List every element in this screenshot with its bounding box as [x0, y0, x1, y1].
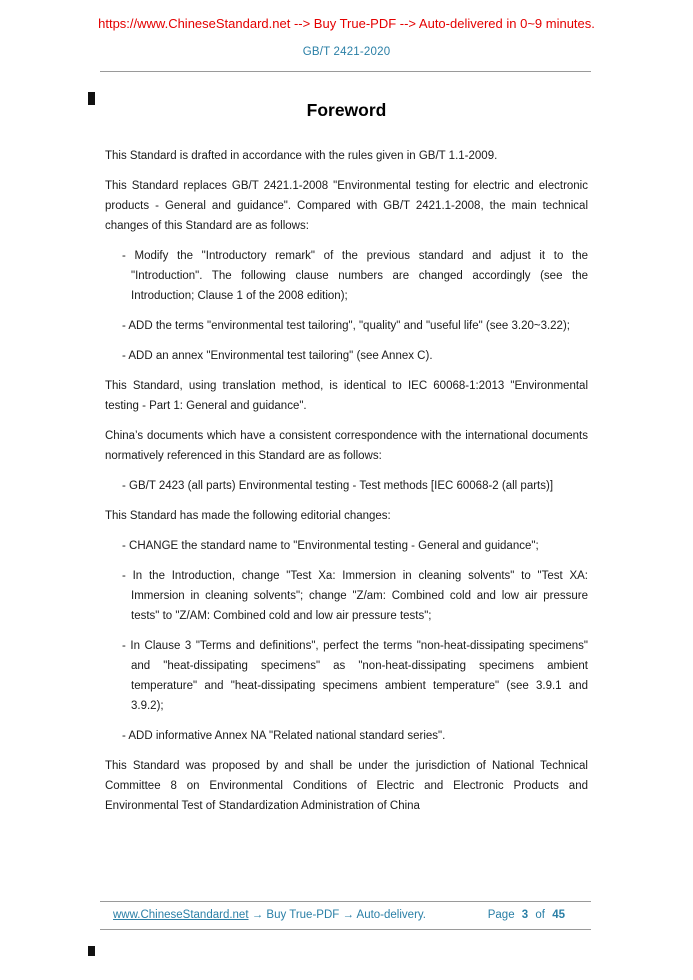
footer-promo: [113, 907, 426, 924]
paragraph: This Standard, using translation method, is identical to IEC 60068-1:2013 "Environmental testing - Part 1: General and guidance".: [105, 380, 588, 412]
bullet-item: - ADD the terms "environmental test tailoring", "quality" and "useful life" (see 3.20~3.22);: [122, 320, 570, 332]
page-indicator: [484, 907, 565, 924]
paragraph: This Standard was proposed by and shall be under the jurisdiction of National Technical Committee 8 on Environmental Conditions of Electric and Electronic Products and Environmental Test of Standardization Administration of China: [105, 760, 588, 812]
footer-promo-text: → Buy True-PDF → Auto-delivery.: [248, 909, 426, 921]
paragraph: This Standard is drafted in accordance with the rules given in GB/T 1.1-2009.: [105, 150, 498, 162]
paragraph: China’s documents which have a consistent correspondence with the international documents normatively referenced in this Standard are as follows:: [105, 430, 588, 462]
scan-mark-bottom: [88, 946, 95, 956]
paragraph: This Standard has made the following editorial changes:: [105, 510, 391, 522]
page-title: Foreword: [306, 100, 387, 120]
bullet-item: - ADD informative Annex NA "Related national standard series".: [122, 730, 446, 742]
promo-banner-link[interactable]: https://www.ChineseStandard.net --> Buy True-PDF --> Auto-delivered in 0~9 minutes.: [98, 16, 595, 31]
bullet-item: - ADD an annex "Environmental test tailoring" (see Annex C).: [122, 350, 433, 362]
bullet-item: - In Clause 3 "Terms and definitions", perfect the terms "non-heat-dissipating specimens" and "heat-dissipating specimens" as "non-heat-dissipating specimens ambient temperature" and "heat-dissipating specimens ambient temperature" (see 3.9.1 and 3.9.2);: [122, 640, 588, 712]
header-rule: [100, 71, 591, 72]
page-current: 3: [521, 909, 529, 921]
bullet-item: - In the Introduction, change "Test Xa: Immersion in cleaning solvents" to "Test XA: Immersion in cleaning solvents"; change "Z/am: Combined cold and low air pressure tests" to "Z/AM: Combined cold and low air pressure tests";: [122, 570, 588, 622]
bullet-item: - Modify the "Introductory remark" of the previous standard and adjust it to the "Introduction". The following clause numbers are changed accordingly (see the Introduction; Clause 1 of the 2008 edition);: [122, 250, 588, 302]
paragraph: This Standard replaces GB/T 2421.1-2008 "Environmental testing for electric and electronic products - General and guidance". Compared with GB/T 2421.1-2008, the main technical changes of this Standard are as follows:: [105, 180, 588, 232]
scan-mark-top: [88, 92, 95, 105]
footer-site-link[interactable]: www.ChineseStandard.net: [113, 909, 249, 921]
of-label: of: [535, 909, 545, 921]
page-total: 45: [552, 909, 565, 921]
document-body: [105, 146, 588, 816]
page-footer: [0, 901, 693, 930]
page-label: Page: [487, 909, 515, 921]
footer-row: [100, 902, 591, 929]
bullet-item: - CHANGE the standard name to "Environmental testing - General and guidance";: [122, 540, 539, 552]
bullet-item: - GB/T 2423 (all parts) Environmental testing - Test methods [IEC 60068-2 (all parts)]: [122, 480, 554, 492]
standard-number: GB/T 2421-2020: [302, 46, 391, 58]
footer-rule-bottom: [100, 929, 591, 930]
